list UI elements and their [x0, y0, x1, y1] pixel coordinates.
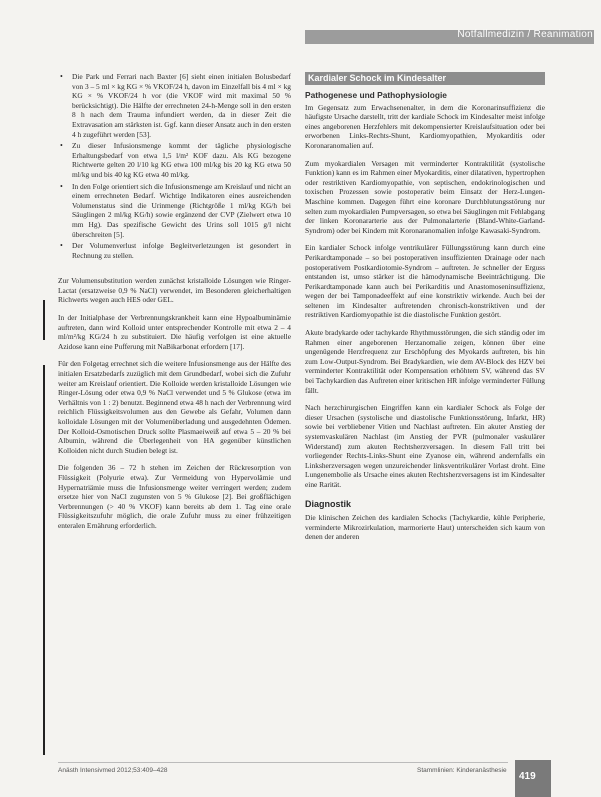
paragraph: In der Initialphase der Verbrennungskrankheit kann eine Hypoalbuminämie auftreten, dann wird Kolloid unter entsprechender Kontrolle mit etwa 2 – 4 ml/m²/kg KG/24 h zu substituiert. Die häufig verfolgen ist eine aktuelle Azidose kann eine Pufferung mit NaBikarbonat erfordern [17].: [58, 313, 291, 351]
paragraph: Zur Volumensubstitution werden zunächst kristalloide Lösungen wie Ringer-Lactat (ersatzweise 0,9 % NaCl) verwendet, im Besonderen gleicherhaltigen Richwerts wegen auch HES oder GEL.: [58, 276, 291, 305]
paragraph: Die folgenden 36 – 72 h stehen im Zeichen der Rückresorption von Flüssigkeit (Polyurie etwa). Zur Vermeidung von Hypervolämie und Hypernatriämie muss die Infusionsmenge weiter verringert werden; zudem ersetze hier von NaCl zugunsten von 5 % Glukose [2]. Bei großflächigen Verbrennungen (> 40 % VKOF) kann bereits ab dem 1. Tag eine orale Flüssigkeitszufuhr möglich, die orale Zufuhr muss zu einer frühzeitigen enteralen Ernährung erforderlich.: [58, 463, 291, 530]
left-column: [58, 72, 291, 539]
section-header: Notfallmedizin / Reanimation: [457, 29, 593, 40]
footer-citation: Anästh Intensivmed 2012;53:409–428: [58, 767, 168, 774]
subsection-title: Pathogenese und Pathophysiologie: [305, 90, 447, 100]
bullet-item: • Zu dieser Infusionsmenge kommt der tägliche physiologische Erhaltungsbedarf von etwa 1,5 l/m² KOF dazu. Als KG bezogene Richtwerte gelten 20 l/10 kg KG etwa 100 ml/kg bis 20 kg KG etwa 50 ml/kg und bis 40 kg KG etwa 40 ml/kg.: [72, 141, 291, 179]
footer-rule: [58, 762, 508, 763]
paragraph: Akute bradykarde oder tachykarde Rhythmusstörungen, die sich ständig oder im Rahmen einer angeborenen Herzanomalie zeigen, können über eine ungenügende Herzfrequenz zur Erschöpfung des Myokards auftreten, bis hin zum Low-Output-Syndrom. Bei Bradykardien, wie dem AV-Block des HZV bei verminderter Kontraktilität oder Kompensation erhöhtem SV, während das SV bei Tachykardien das Auftreten einer kritischen HR infolge verminderter Füllung fällt.: [305, 328, 545, 395]
right-column: [305, 72, 545, 550]
footer-journal-section: Stammlinien: Kinderanästhesie: [417, 767, 507, 774]
paragraph: Für den Folgetag errechnet sich die weitere Infusionsmenge aus der Hälfte des initialen Ersatzbedarfs zuzüglich mit dem Grundbedarf, wobei sich die Zufuhr weiter am Kreislauf orientiert. Die Kolloide werden kristalloide Lösungen wie Ringer-Lösung oder etwa 0,9 % NaCl verwendet und 5 % Glukose (etwa im Verhältnis von 1 : 2) benutzt. Beginnend etwa 48 h nach der Verbrennung wird reichlich Flüssigkeitsvolumen aus den Gewebe als Gefahr, Volumen dann kolloidale Lösungen mit der Volumenüberladung und ausgedehnten Ödemen. Der Kolloid-Osmotischen Druck sollte Plasmaeiweiß auf etwa 5 – 20 % bei Albumin, während die Überlegenheit von HA gegenüber künstlichen Kolloiden nicht durch Studien belegt ist.: [58, 359, 291, 455]
paragraph: Die klinischen Zeichen des kardialen Schocks (Tachykardie, kühle Peripherie, verminderte Mikrozirkulation, marmorierte Haut) unterscheiden sich kaum von denen der anderen: [305, 513, 545, 542]
bullet-item: • In den Folge orientiert sich die Infusionsmenge am Kreislauf und nicht an einem errechneten Bedarf. Wichtige Indikatoren eines ausreichenden Volumenstatus sind die Urinmenge (Richtgröße 1 ml/kg KG/h bei Säuglingen 2 ml/kg KG/h) sowie ergänzend der CVP (Zielwert etwa 10 mm Hg). Das spezifische Gewicht des Urins soll 1015 g/l nicht überschreiten [5].: [72, 182, 291, 240]
change-bar: [43, 300, 45, 340]
paragraph: Im Gegensatz zum Erwachsenenalter, in dem die Koronarinsuffizienz die häufigste Ursache darstellt, tritt der kardiale Schock im Kindesalter meist infolge eines angeborenen Herzfehlers mit dekompensierter Kreislaufsituation oder bei erworbenen Links-Rechts-Shunt, Kardiomyopathien, Myokarditis oder Koronaranomalien auf.: [305, 102, 545, 150]
paragraph: Zum myokardialen Versagen mit verminderter Kontraktilität (systolische Funktion) kann es im Rahmen einer Myokarditis, einer dilatativen, hypertrophen oder restriktiven Kardiomyopathie, von septischen, endokrinologischen und toxischen Prozessen sowie postoperativ beim Einsatz der Herz-Lungen-Maschine kommen. Dagegen führt eine koronare Durchblutungsstörung nur selten zum myokardialen Pumpversagen, so etwa bei Säuglingen mit Fehlabgang der linken Koronararterie aus der Pulmonalarterie (Bland-White-Garland-Syndrom) oder bei Kindern mit Koronaranomalien infolge Kawasaki-Syndrom.: [305, 158, 545, 235]
paragraph: Ein kardialer Schock infolge ventrikulärer Füllungsstörung kann durch eine Perikardtamponade – so bei postoperativen insuffizienten Drainage oder nach postoperativem Postkardiotomie-Syndrom – auftreten. Je schneller der Erguss entstanden ist, umso stärker ist die hämodynamische Beeinträchtigung. Die Perikardtamponade kann auch bei Perikarditis und Anastomoseninsuffizienz, wegen der bei Tamponadeeffekt auf eine konstriktiv wirkende. Auch bei der seltenen im Kindesalter auftretenden chronisch-konstriktiven und der restriktiven Kardiomyopathie ist die diastolische Funktion gestört.: [305, 243, 545, 320]
section-title: Kardialer Schock im Kindesalter: [305, 72, 545, 85]
bullet-item: • Die Park und Ferrari nach Baxter [6] sieht einen initialen Bolusbedarf von 3 – 5 ml × kg KG × % VKOF/24 h, davon im Einzelfall bis 4 ml × kg KG × % VKOF/24 h vor (die VKOF wird mit maximal 50 % berücksichtigt). Die Hälfte der errechneten 24-h-Menge soll in den ersten 8 h nach dem Trauma infundiert werden, da in dieser Zeit die Extravasation am stärksten ist. Ggf. kann dieser Ansatz auch in den ersten 4 h zugeführt werden [53].: [72, 72, 291, 139]
change-bar: [43, 365, 45, 755]
bullet-item: • Der Volumenverlust infolge Begleitverletzungen ist gesondert in Rechnung zu stellen.: [72, 241, 291, 260]
paragraph: Nach herzchirurgischen Eingriffen kann ein kardialer Schock als Folge der dieser Ursachen (systolische und diastolische Funktionsstörung, Infarkt, HR) sowie bei verbliebener Vitien und Nachlast auftreten. Ein akuter Anstieg der systemvaskulären Nachlast (im Anstieg der PVR (pulmonaler vaskulärer Widerstand) zum akuten Rechtsherzversagen. In diesem Fall tritt bei vorliegender Rechts-Links-Shunt eine Zyanose ein, während andernfalls ein Linksherzversagen wegen unzureichender linksventrikulärer Vorlast droht. Eine Lungenembolie als Ursache eines akuten Rechtsherzversagens ist im Kindesalter eine Rarität.: [305, 403, 545, 489]
diagnostik-title: Diagnostik: [305, 498, 352, 509]
bullet-list: [58, 72, 291, 260]
page-number: 419: [519, 771, 536, 782]
